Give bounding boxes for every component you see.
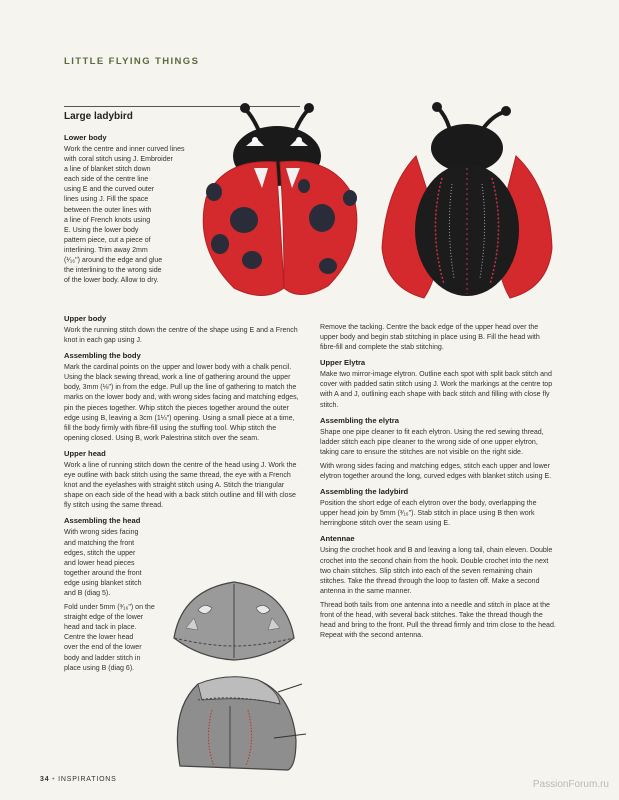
upper-body-text: Work the running stitch down the centre of the shape using E and a French knot in each gap using J.	[64, 327, 298, 345]
diagram-5-head	[168, 576, 300, 666]
antennae-text-1: Using the crochet hook and B and leaving a long tail, chain eleven. Double crochet into the second chain from the hook. Double crochet into the next two chain stitches. Slip stitch into each of the seven remaining chain stitches. Take the thread through the loop to fasten off. Make a second antenna in the same manner.	[320, 547, 553, 595]
magazine-name: INSPIRATIONS	[58, 776, 117, 783]
assembling-head-heading: Assembling the head	[64, 516, 141, 526]
upper-elytra-text: Make two mirror-image elytron. Outline each spot with split back stitch and cover with padded satin stitch using J. Work the markings at the centre top with A and J, outlining each shape with back stitch and filling with close fly stitch.	[320, 371, 553, 409]
page-footer	[40, 776, 117, 783]
antennae-heading: Antennae	[320, 534, 355, 544]
watermark: PassionForum.ru	[532, 779, 609, 790]
upper-elytra-heading: Upper Elytra	[320, 358, 366, 368]
assembling-ladybird-text: Position the short edge of each elytron over the body, overlapping the upper head join by 5mm (³⁄₁₆"). Stab stitch in place using B then work herringbone stitch over the seam using E.	[320, 500, 537, 528]
remove-tacking-text: Remove the tacking. Centre the back edge of the upper head over the upper body and begin stab stitching in place using B. Fill the head with fibre-fill and complete the stab stitching.	[320, 324, 540, 352]
assembling-elytra-heading: Assembling the elytra	[320, 415, 399, 425]
assembling-elytra-text-2: With wrong sides facing and matching edges, stitch each upper and lower elytron together around the long, curved edges with blanket stitch using E.	[320, 462, 552, 481]
assembling-body-heading: Assembling the body	[64, 351, 141, 361]
diagram-6-body	[168, 670, 308, 774]
lower-body-heading: Lower body	[64, 133, 107, 142]
upper-head-text: Work a line of running stitch down the centre of the head using J. Work the eye outline with back stitch using the same thread, the eye with a French knot and the eyelashes with straight stitch using A. Stitch the triangular shape on each side of the head with a back stitch outline and fill with close fly stitch using the same thread.	[64, 461, 297, 510]
assembling-ladybird-heading: Assembling the ladybird	[320, 487, 409, 497]
assembling-head-text-1: With wrong sides facing and matching the front edges, stitch the upper and lower head pieces together around the front edge using blanket stitch and B (diag 5).	[64, 529, 142, 597]
section-label: LITTLE FLYING THINGS	[64, 56, 200, 67]
assembling-elytra-text-1: Shape one pipe cleaner to fit each elytron. Using the red sewing thread, ladder stitch each pipe cleaner to the wrong side of one upper elytron, taking care to ensure the stitches are not visible on the right side.	[320, 428, 544, 456]
upper-body-heading: Upper body	[64, 314, 107, 323]
ladybird-underside-photo	[380, 98, 556, 308]
article-title: Large ladybird	[64, 111, 133, 122]
footer-separator: •	[52, 776, 56, 783]
antennae-text-2: Thread both tails from one antenna into a needle and stitch in place at the front of the head, with several back stitches. Take the thread though the head and bring to the front. Pull the thread firmly and trim close to the head. Repeat with the second antenna.	[320, 601, 556, 640]
right-column	[320, 323, 556, 645]
upper-head-heading: Upper head	[64, 448, 106, 458]
assembling-head-text-2: Fold under 5mm (³⁄₁₆") on the straight edge of the lower head and tack in place. Centre the lower head over the end of the lower body and ladder stitch in place using B (diag 6).	[64, 604, 155, 672]
assembling-body-text: Mark the cardinal points on the upper and lower body with a chalk pencil. Using the black sewing thread, work a line of gathering around the upper body, 3mm (⅛") in from the edge. Pull up the line of gathering to match the marks on the lower body and, with wrong sides facing and matching edges, pin the pieces together. Whip stitch the pieces together around the outer edge using B, leaving a 3cm (1¼") opening. Using a small piece at a time, fill the body firmly with fibre-fill using the stuffing tool. Whip stitch the opening closed. Using B, work Palestrina stitch over the seam.	[64, 364, 299, 442]
ladybird-top-photo	[184, 98, 380, 308]
page-number: 34	[40, 776, 50, 783]
lower-body-text: Work the centre and inner curved lines with coral stitch using J. Embroider a line of blanket stitch down each side of the centre line using E and the curved outer lines using J. Fill the space between the outer lines with a line of French knots using E. Using the lower body pattern piece, cut a piece of interlining. Trim away 2mm (¹⁄₁₆") around the edge and glue the interlining to the wrong side of the lower body. Allow to dry.	[64, 146, 185, 285]
